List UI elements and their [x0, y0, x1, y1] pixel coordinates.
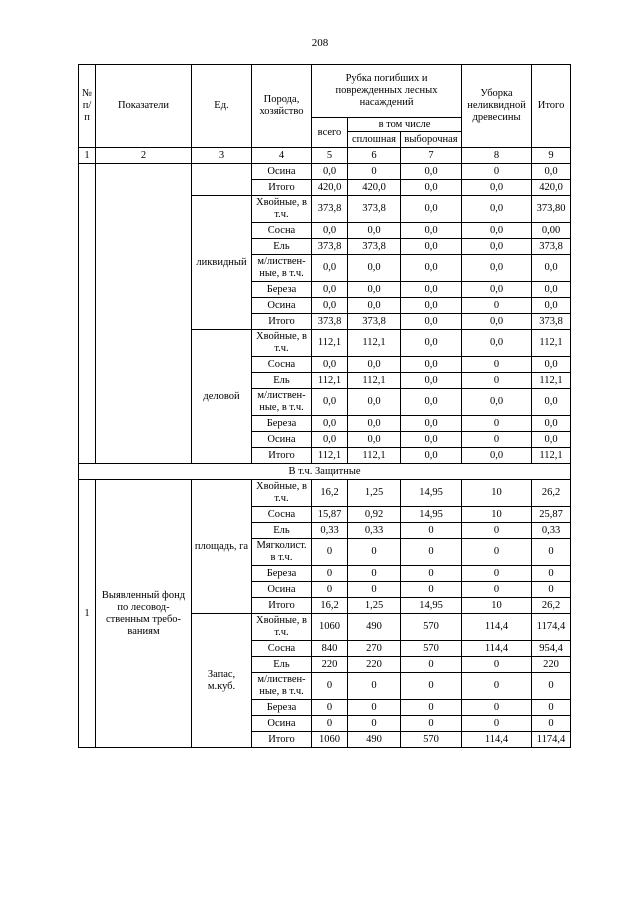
value-cell: 0,0: [312, 298, 348, 314]
column-number: 4: [252, 148, 312, 164]
value-cell: 0: [312, 673, 348, 700]
value-cell: 420,0: [312, 180, 348, 196]
value-cell: 0: [312, 716, 348, 732]
value-cell: 0,0: [462, 239, 532, 255]
value-cell: 1060: [312, 614, 348, 641]
value-cell: 373,80: [532, 196, 571, 223]
value-cell: 0: [401, 539, 462, 566]
header-total: Итого: [532, 65, 571, 148]
value-cell: 0,0: [401, 255, 462, 282]
value-cell: 0,0: [401, 180, 462, 196]
unit-stock: Запас, м.куб.: [192, 614, 252, 748]
value-cell: 25,87: [532, 507, 571, 523]
value-cell: 0,0: [462, 314, 532, 330]
empty-num-cell: [79, 164, 96, 464]
value-cell: 1,25: [348, 598, 401, 614]
value-cell: 0,0: [532, 255, 571, 282]
value-cell: 0: [312, 582, 348, 598]
value-cell: 0,0: [401, 282, 462, 298]
value-cell: 0: [401, 657, 462, 673]
value-cell: 10: [462, 480, 532, 507]
section-title: В т.ч. Защитные: [79, 464, 571, 480]
unit-liquid: ликвидный: [192, 196, 252, 330]
species-cell: м/листвен-ные, в т.ч.: [252, 389, 312, 416]
value-cell: 0,0: [312, 255, 348, 282]
value-cell: 373,8: [348, 314, 401, 330]
value-cell: 0,0: [348, 298, 401, 314]
value-cell: 0: [462, 700, 532, 716]
value-cell: 0: [401, 523, 462, 539]
species-cell: Итого: [252, 314, 312, 330]
value-cell: 0,0: [348, 282, 401, 298]
value-cell: 0,0: [462, 255, 532, 282]
section-row: [79, 464, 571, 480]
species-cell: Хвойные, в т.ч.: [252, 480, 312, 507]
value-cell: 420,0: [348, 180, 401, 196]
value-cell: 0,33: [348, 523, 401, 539]
value-cell: 1174,4: [532, 614, 571, 641]
value-cell: 0,0: [462, 196, 532, 223]
value-cell: 0,0: [532, 432, 571, 448]
value-cell: 0,0: [401, 314, 462, 330]
species-cell: Хвойные, в т.ч.: [252, 196, 312, 223]
value-cell: 270: [348, 641, 401, 657]
value-cell: 373,8: [532, 239, 571, 255]
value-cell: 112,1: [348, 373, 401, 389]
species-cell: Хвойные, в т.ч.: [252, 330, 312, 357]
value-cell: 0,0: [532, 357, 571, 373]
table-row: [79, 480, 571, 507]
value-cell: 373,8: [312, 314, 348, 330]
header-species: Порода, хозяйство: [252, 65, 312, 148]
species-cell: Ель: [252, 373, 312, 389]
value-cell: 112,1: [532, 373, 571, 389]
value-cell: 0: [312, 539, 348, 566]
header-selective: выборочная: [401, 132, 462, 148]
value-cell: 373,8: [348, 239, 401, 255]
unit-business: деловой: [192, 330, 252, 464]
value-cell: 0,0: [312, 432, 348, 448]
value-cell: 0,0: [312, 223, 348, 239]
header-total-all: всего: [312, 118, 348, 148]
value-cell: 0: [532, 539, 571, 566]
value-cell: 10: [462, 507, 532, 523]
species-cell: Итого: [252, 180, 312, 196]
value-cell: 114,4: [462, 614, 532, 641]
value-cell: 0: [348, 716, 401, 732]
value-cell: 14,95: [401, 598, 462, 614]
value-cell: 1060: [312, 732, 348, 748]
value-cell: 0: [462, 657, 532, 673]
species-cell: Сосна: [252, 507, 312, 523]
empty-indicator-cell: [96, 164, 192, 464]
indicator-cell: Выявленный фонд по лесовод-ственным требо-ваниям: [96, 480, 192, 748]
column-number: 8: [462, 148, 532, 164]
value-cell: 0,0: [462, 448, 532, 464]
species-cell: Ель: [252, 239, 312, 255]
species-cell: Осина: [252, 432, 312, 448]
value-cell: 112,1: [348, 330, 401, 357]
value-cell: 0: [401, 673, 462, 700]
value-cell: 0: [462, 673, 532, 700]
value-cell: 0,0: [348, 416, 401, 432]
value-cell: 0: [462, 539, 532, 566]
value-cell: 954,4: [532, 641, 571, 657]
value-cell: 570: [401, 732, 462, 748]
value-cell: 0,0: [401, 389, 462, 416]
value-cell: 0: [462, 357, 532, 373]
species-cell: Сосна: [252, 357, 312, 373]
empty-unit-cell: [192, 164, 252, 196]
species-cell: Береза: [252, 416, 312, 432]
value-cell: 0,0: [401, 432, 462, 448]
value-cell: 0,0: [462, 180, 532, 196]
value-cell: 0,0: [401, 373, 462, 389]
value-cell: 490: [348, 614, 401, 641]
unit-area: площадь, га: [192, 480, 252, 614]
value-cell: 0: [532, 700, 571, 716]
value-cell: 0,0: [532, 298, 571, 314]
species-cell: Осина: [252, 298, 312, 314]
species-cell: Сосна: [252, 223, 312, 239]
species-cell: м/листвен-ные, в т.ч.: [252, 255, 312, 282]
value-cell: 0,0: [462, 282, 532, 298]
species-cell: Береза: [252, 566, 312, 582]
column-number: 7: [401, 148, 462, 164]
value-cell: 0: [532, 582, 571, 598]
header-cleanup: Уборка неликвидной древесины: [462, 65, 532, 148]
value-cell: 0,0: [401, 196, 462, 223]
value-cell: 0,0: [401, 330, 462, 357]
value-cell: 0,0: [532, 416, 571, 432]
value-cell: 0,0: [348, 432, 401, 448]
header-unit: Ед.: [192, 65, 252, 148]
value-cell: 0,0: [348, 223, 401, 239]
value-cell: 26,2: [532, 598, 571, 614]
value-cell: 0,0: [312, 416, 348, 432]
value-cell: 0,0: [312, 164, 348, 180]
species-cell: Итого: [252, 448, 312, 464]
value-cell: 0: [401, 566, 462, 582]
species-cell: Мягколист. в т.ч.: [252, 539, 312, 566]
page-number: 208: [311, 37, 329, 49]
value-cell: 0: [462, 523, 532, 539]
species-cell: Береза: [252, 700, 312, 716]
header-indicators: Показатели: [96, 65, 192, 148]
value-cell: 0: [462, 566, 532, 582]
value-cell: 220: [348, 657, 401, 673]
value-cell: 0,0: [312, 282, 348, 298]
value-cell: 0,0: [401, 298, 462, 314]
value-cell: 0,0: [312, 357, 348, 373]
value-cell: 0,0: [401, 223, 462, 239]
column-number: 1: [79, 148, 96, 164]
value-cell: 373,8: [312, 196, 348, 223]
value-cell: 0: [312, 566, 348, 582]
header-num: № п/п: [79, 65, 96, 148]
value-cell: 1174,4: [532, 732, 571, 748]
value-cell: 0,0: [462, 389, 532, 416]
value-cell: 0: [462, 416, 532, 432]
value-cell: 0,0: [401, 357, 462, 373]
value-cell: 373,8: [312, 239, 348, 255]
value-cell: 0: [462, 716, 532, 732]
value-cell: 1,25: [348, 480, 401, 507]
value-cell: 112,1: [312, 373, 348, 389]
value-cell: 0,0: [532, 282, 571, 298]
value-cell: 0: [462, 582, 532, 598]
column-number: 2: [96, 148, 192, 164]
value-cell: 0: [348, 566, 401, 582]
value-cell: 14,95: [401, 480, 462, 507]
species-cell: Ель: [252, 657, 312, 673]
value-cell: 373,8: [532, 314, 571, 330]
species-cell: Осина: [252, 716, 312, 732]
value-cell: 0,33: [532, 523, 571, 539]
value-cell: 0: [348, 673, 401, 700]
header-including: в том числе: [348, 118, 462, 132]
value-cell: 112,1: [312, 448, 348, 464]
value-cell: 220: [532, 657, 571, 673]
value-cell: 0: [532, 566, 571, 582]
value-cell: 0: [348, 164, 401, 180]
value-cell: 0: [462, 373, 532, 389]
species-cell: Итого: [252, 598, 312, 614]
value-cell: 0,0: [462, 330, 532, 357]
value-cell: 490: [348, 732, 401, 748]
value-cell: 0: [462, 164, 532, 180]
row-number: 1: [79, 480, 96, 748]
value-cell: 112,1: [532, 448, 571, 464]
header-clear: сплошная: [348, 132, 401, 148]
value-cell: 0: [348, 539, 401, 566]
value-cell: 114,4: [462, 732, 532, 748]
value-cell: 840: [312, 641, 348, 657]
value-cell: 112,1: [348, 448, 401, 464]
value-cell: 16,2: [312, 480, 348, 507]
species-cell: Осина: [252, 164, 312, 180]
value-cell: 0,33: [312, 523, 348, 539]
forest-felling-table: [78, 64, 571, 748]
value-cell: 570: [401, 641, 462, 657]
value-cell: 0: [401, 716, 462, 732]
value-cell: 0,92: [348, 507, 401, 523]
value-cell: 0,0: [532, 389, 571, 416]
column-number: 3: [192, 148, 252, 164]
value-cell: 0: [462, 432, 532, 448]
value-cell: 0: [312, 700, 348, 716]
value-cell: 0: [348, 700, 401, 716]
value-cell: 420,0: [532, 180, 571, 196]
value-cell: 0,0: [401, 239, 462, 255]
value-cell: 0,0: [532, 164, 571, 180]
column-number: 9: [532, 148, 571, 164]
value-cell: 112,1: [312, 330, 348, 357]
value-cell: 0,0: [462, 223, 532, 239]
value-cell: 0: [401, 700, 462, 716]
header-felling: Рубка погибших и поврежденных лесных насаждений: [312, 65, 462, 118]
value-cell: 373,8: [348, 196, 401, 223]
value-cell: 0,0: [401, 416, 462, 432]
species-cell: Итого: [252, 732, 312, 748]
value-cell: 0,00: [532, 223, 571, 239]
value-cell: 0: [401, 582, 462, 598]
value-cell: 0,0: [348, 255, 401, 282]
table-row: [79, 164, 571, 180]
column-number: 6: [348, 148, 401, 164]
column-numbers-row: [79, 148, 571, 164]
value-cell: 10: [462, 598, 532, 614]
value-cell: 112,1: [532, 330, 571, 357]
value-cell: 0,0: [312, 389, 348, 416]
species-cell: м/листвен-ные, в т.ч.: [252, 673, 312, 700]
value-cell: 0,0: [348, 389, 401, 416]
species-cell: Осина: [252, 582, 312, 598]
value-cell: 0,0: [401, 164, 462, 180]
value-cell: 0: [348, 582, 401, 598]
value-cell: 0: [462, 298, 532, 314]
value-cell: 114,4: [462, 641, 532, 657]
value-cell: 26,2: [532, 480, 571, 507]
species-cell: Хвойные, в т.ч.: [252, 614, 312, 641]
species-cell: Сосна: [252, 641, 312, 657]
species-cell: Береза: [252, 282, 312, 298]
value-cell: 14,95: [401, 507, 462, 523]
species-cell: Ель: [252, 523, 312, 539]
value-cell: 0: [532, 673, 571, 700]
value-cell: 0,0: [348, 357, 401, 373]
value-cell: 220: [312, 657, 348, 673]
value-cell: 0: [532, 716, 571, 732]
column-number: 5: [312, 148, 348, 164]
value-cell: 0,0: [401, 448, 462, 464]
value-cell: 15,87: [312, 507, 348, 523]
value-cell: 570: [401, 614, 462, 641]
value-cell: 16,2: [312, 598, 348, 614]
